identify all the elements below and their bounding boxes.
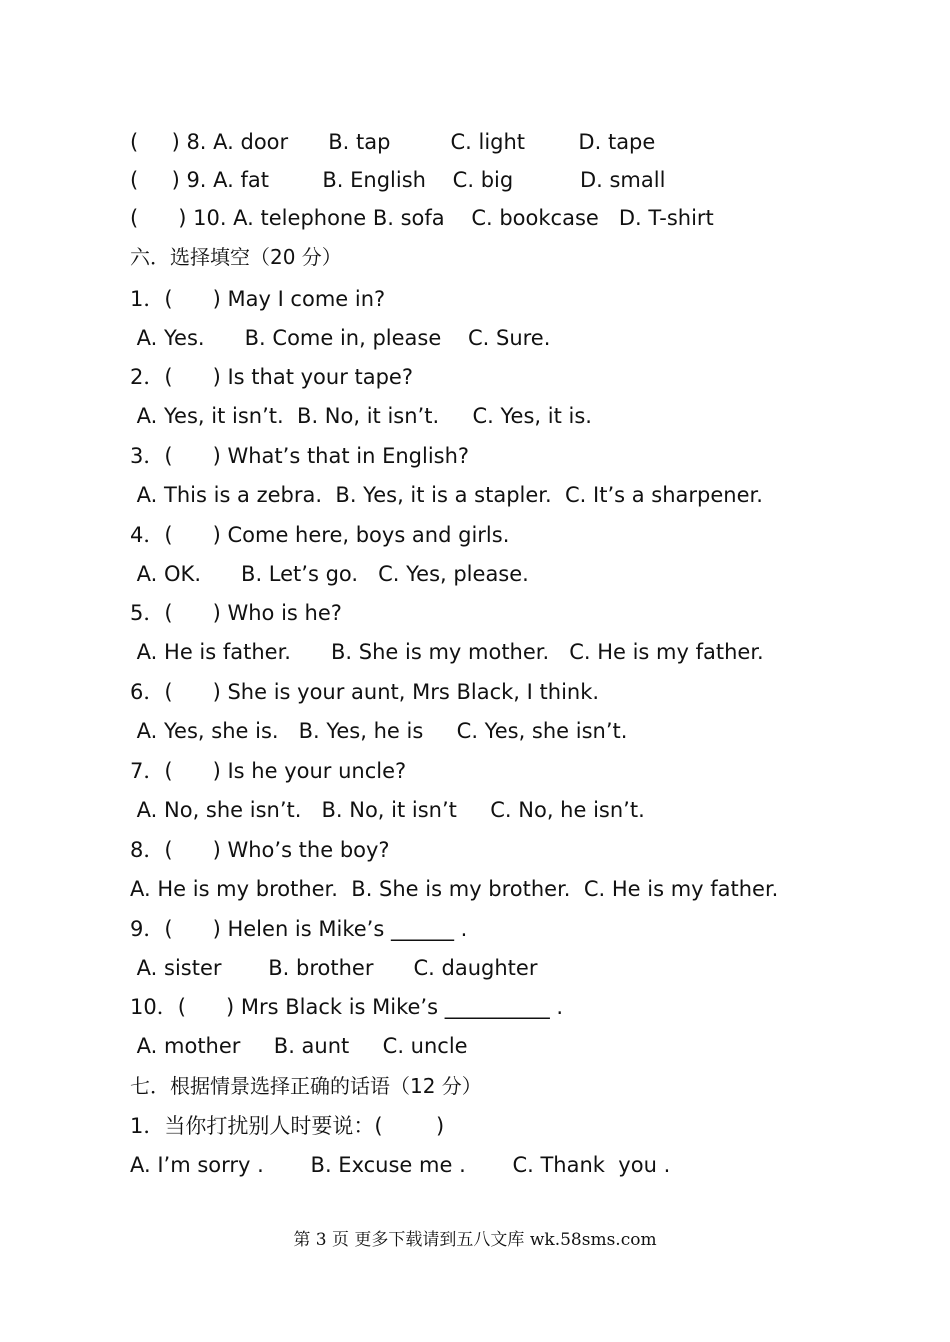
answer-options: A. No, she isn’t. B. No, it isn’t C. No, he isn’t.	[130, 798, 645, 822]
question-line: ( ) 10. A. telephone B. sofa C. bookcase D. T-shirt	[130, 206, 714, 230]
question-line: ( ) 9. A. fat B. English C. big D. small	[130, 168, 666, 192]
answer-options: A. He is my brother. B. She is my brother. C. He is my father.	[130, 877, 779, 901]
question-line: 6．( ) She is your aunt, Mrs Black, I think.	[130, 680, 600, 704]
question-line: 8．( ) Who’s the boy?	[130, 838, 390, 862]
question-line: 1．当你打扰别人时要说：( )	[130, 1114, 445, 1138]
answer-options: A. Yes, she is. B. Yes, he is C. Yes, she isn’t.	[130, 719, 628, 743]
question-line: 7．( ) Is he your uncle?	[130, 759, 407, 783]
question-line: 5．( ) Who is he?	[130, 601, 342, 625]
answer-options: A. sister B. brother C. daughter	[130, 956, 538, 980]
question-line: 3．( ) What’s that in English?	[130, 444, 470, 468]
question-line: 2．( ) Is that your tape?	[130, 365, 413, 389]
page-footer: 第 3 页 更多下载请到五八文库 wk.58sms.com	[293, 1230, 657, 1250]
question-line: 4．( ) Come here, boys and girls.	[130, 523, 510, 547]
answer-options: A. Yes. B. Come in, please C. Sure.	[130, 326, 551, 350]
answer-options: A. Yes, it isn’t. B. No, it isn’t. C. Yes, it is.	[130, 404, 592, 428]
answer-options: A. mother B. aunt C. uncle	[130, 1034, 468, 1058]
question-line: 9．( ) Helen is Mike’s ______ .	[130, 917, 468, 941]
question-line: 1．( ) May I come in?	[130, 287, 386, 311]
question-line: ( ) 8. A. door B. tap C. light D. tape	[130, 130, 656, 154]
answer-options: A. This is a zebra. B. Yes, it is a stapler. C. It’s a sharpener.	[130, 483, 763, 507]
section-heading: 七．根据情景选择正确的话语（12 分）	[130, 1074, 482, 1098]
answer-options: A. He is father. B. She is my mother. C. He is my father.	[130, 640, 764, 664]
answer-options: A. OK. B. Let’s go. C. Yes, please.	[130, 562, 529, 586]
section-heading: 六．选择填空（20 分）	[130, 245, 342, 269]
answer-options: A. I’m sorry . B. Excuse me . C. Thank you .	[130, 1153, 671, 1177]
question-line: 10．( ) Mrs Black is Mike’s __________ .	[130, 995, 564, 1019]
